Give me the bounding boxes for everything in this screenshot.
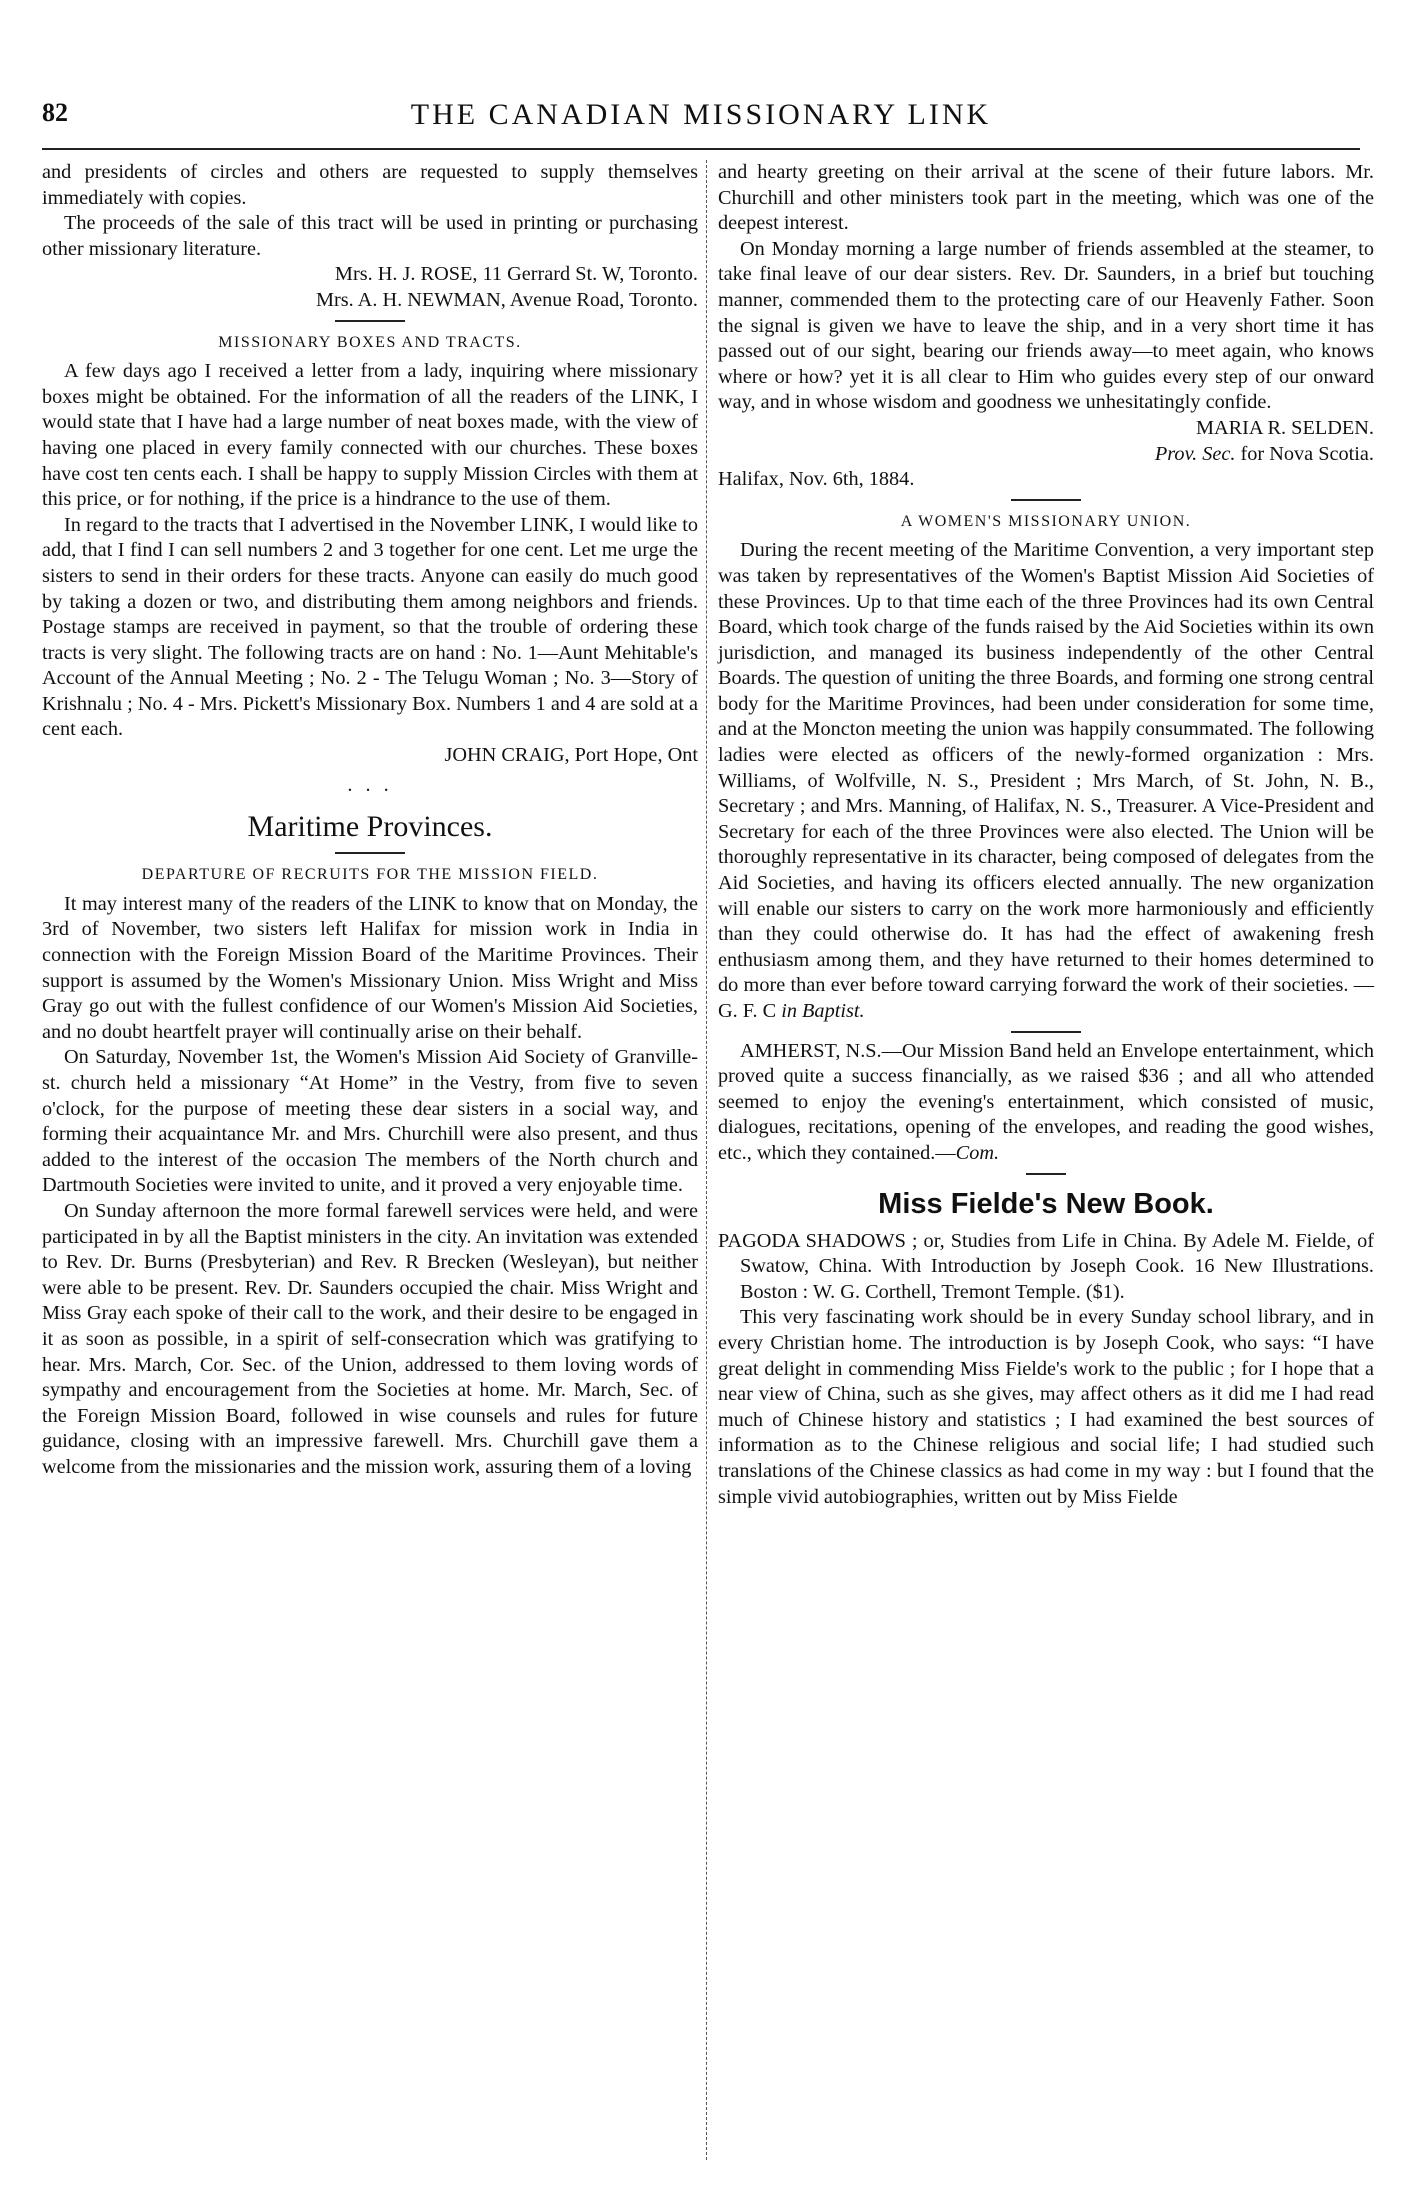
paragraph: and hearty greeting on their arrival at the scene of their future labors. Mr. Churchill and other ministers took part in the meeting, which was one of the deepest interest. xyxy=(718,161,1374,235)
running-title: THE CANADIAN MISSIONARY LINK xyxy=(410,98,992,131)
paragraph: This very fascinating work should be in every Sunday school library, and in every Christian home. The introduction is by Joseph Cook, who says: “I have great delight in commending Miss Fielde's work to the public ; for I hope that a near view of China, such as she gives, may affect others as it did me I had read much of Chinese history and statistics ; I had examined the best sources of information as to the Chinese religious and social life; I had studied such translations of the Chinese classics as had come in my way : but I found that the simple vivid autobiographies, written out by Miss Fielde xyxy=(718,1306,1374,1508)
page-header xyxy=(42,98,1360,138)
paragraph: It may interest many of the readers of the LINK to know that on Monday, the 3rd of November, two sisters left Halifax for mission work in India in connection with the Foreign Mission Board of the Maritime Provinces. Their support is assumed by the Women's Missionary Union. Miss Wright and Miss Gray go out with the fullest confidence of our Women's Mission Aid Societies, and no doubt heartfelt prayer will continually arise on their behalf. xyxy=(42,892,698,1043)
attribution: Com. xyxy=(955,1141,1000,1164)
paragraph xyxy=(718,538,1374,1024)
signature: Mrs. A. H. NEWMAN, Avenue Road, Toronto. xyxy=(315,288,698,311)
paragraph-text: During the recent meeting of the Maritime Convention, a very important step was taken by representatives of the Women's Baptist Mission Aid Societies of these Provinces. Up to that time each of the three Provinces had its own Central Board, which took charge of the funds raised by the Aid Societies within its own jurisdiction, and managed its business independently of the other Central Boards. The question of uniting the three Boards, and forming one strong central body for the Maritime Provinces, had been under consideration for some time, and at the Moncton meeting the union was happily consummated. The following ladies were elected as officers of the newly-formed organization : Mrs. Williams, of Wolfville, N. S., President ; Mrs March, of St. John, N. B., Secretary ; and Mrs. Manning, of Halifax, N. S., Treasurer. A Vice-President and Secretary for each of the three Provinces were also elected. The Union will be thoroughly representative in its character, being composed of delegates from the Aid Societies, and having its officers elected annually. The new organization will enable our sisters to carry on the work more harmoniously and efficiently than they could otherwise do. It has had the effect of awakening fresh enthusiasm among them, and they have returned to their homes determined to do more than ever before toward carrying forward the work of their societies. xyxy=(718,539,1374,997)
attribution-source: in Baptist. xyxy=(781,1000,865,1022)
right-column xyxy=(718,160,1374,1510)
left-column xyxy=(42,160,698,1481)
signature: JOHN CRAIG, Port Hope, Ont xyxy=(444,744,698,767)
paragraph: On Saturday, November 1st, the Women's Mission Aid Society of Granville-st. church held a missionary “At Home” in the Vestry, from five to seven o'clock, for the purpose of meeting these dear sisters in a social way, and forming their acquaintance Mr. and Mrs. Churchill were also present, and thus added to the interest of the occasion The members of the North church and Dartmouth Societies were invited to unite, and it proved a very enjoyable time. xyxy=(42,1046,698,1197)
signature-title: Prov. Sec. xyxy=(1154,442,1236,465)
signature: Mrs. H. J. ROSE, 11 Gerrard St. W, Toronto. xyxy=(334,263,698,286)
section-rule xyxy=(1011,499,1081,501)
book-citation: PAGODA SHADOWS ; or, Studies from Life in China. By Adele M. Fielde, of Swatow, China. With Introduction by Joseph Cook. 16 New Illustrations. Boston : W. G. Corthell, Tremont Temple. ($1). xyxy=(718,1229,1374,1303)
separator-dots: . . . xyxy=(347,773,393,796)
paragraph xyxy=(718,1039,1374,1167)
section-rule xyxy=(1026,1173,1066,1175)
section-heading: A WOMEN'S MISSIONARY UNION. xyxy=(900,512,1192,530)
section-rule xyxy=(335,320,405,322)
paragraph: On Sunday afternoon the more formal farewell services were held, and were participated in by all the Baptist ministers in the city. An invitation was extended to Rev. Dr. Burns (Presbyterian) and Rev. R Brecken (Wesleyan), but neither were able to be present. Rev. Dr. Saunders occupied the chair. Miss Wright and Miss Gray each spoke of their call to the work, and their desire to be engaged in it as soon as possible, in a spirit of self-consecration which was gratifying to hear. Mrs. March, Cor. Sec. of the Union, addressed to them loving words of sympathy and encouragement from the Societies at home. Mr. March, Sec. of the Foreign Mission Board, followed in wise counsels and rules for future guidance, closing with an impressive farewell. Mrs. Churchill gave them a welcome from the missionaries and the mission work, assuring them of a loving xyxy=(42,1199,698,1478)
paragraph: A few days ago I received a letter from a lady, inquiring where missionary boxes might be obtained. For the information of all the readers of the LINK, I would state that I have had a large number of neat boxes made, with the view of having one placed in every family connected with our churches. These boxes have cost ten cents each. I shall be happy to supply Mission Circles with them at this price, or for nothing, if the price is a hindrance to the use of them. xyxy=(42,360,698,511)
column-divider xyxy=(706,160,707,2160)
paragraph: The proceeds of the sale of this tract will be used in printing or purchasing other missionary literature. xyxy=(42,212,698,260)
section-heading: MISSIONARY BOXES AND TRACTS. xyxy=(218,333,522,351)
section-rule xyxy=(335,852,405,854)
paragraph: and presidents of circles and others are requested to supply themselves immediately with copies. xyxy=(42,161,698,209)
signature-province: for Nova Scotia. xyxy=(1240,442,1374,465)
paragraph: On Monday morning a large number of friends assembled at the steamer, to take final leave of our dear sisters. Rev. Dr. Saunders, in a brief but touching manner, commended them to the protecting care of our Heavenly Father. Soon the signal is given we have to leave the ship, and in a very short time it has passed out of our sight, bearing our friends away—to meet again, who knows where or how? yet it is all clear to Him who guides every step of our onward way, and in whose wisdom and goodness we unhesitatingly confide. xyxy=(718,237,1374,414)
signature-line xyxy=(718,442,1374,468)
dateline: Halifax, Nov. 6th, 1884. xyxy=(718,468,915,491)
signature: MARIA R. SELDEN. xyxy=(1195,416,1374,439)
page-number: 82 xyxy=(42,98,68,127)
section-heading: DEPARTURE OF RECRUITS FOR THE MISSION FIELD. xyxy=(141,866,599,884)
section-rule xyxy=(1011,1031,1081,1033)
paragraph: In regard to the tracts that I advertised in the November LINK, I would like to add, that I find I can sell numbers 2 and 3 together for one cent. Let me urge the sisters to send in their orders for these tracts. Anyone can easily do much good by taking a dozen or two, and distributing them among neighbors and friends. Postage stamps are received in payment, so that the trouble of ordering these tracts is very slight. The following tracts are on hand : No. 1—Aunt Mehitable's Account of the Annual Meeting ; No. 2 - The Telugu Woman ; No. 3—Story of Krishnalu ; No. 4 - Mrs. Pickett's Missionary Box. Numbers 1 and 4 are sold at a cent each. xyxy=(42,513,698,741)
section-title: Maritime Provinces. xyxy=(247,810,493,844)
section-title: Miss Fielde's New Book. xyxy=(878,1187,1214,1220)
attribution: —G. F. C xyxy=(718,974,1374,1022)
header-rule xyxy=(42,148,1360,150)
paragraph-text: AMHERST, N.S.—Our Mission Band held an Envelope entertainment, which proved quite a success financially, as we raised $36 ; and all who attended seemed to enjoy the evening's entertainment, which consisted of music, dialogues, recitations, opening of the envelopes, and reading the good wishes, etc., which they contained.— xyxy=(718,1039,1374,1164)
